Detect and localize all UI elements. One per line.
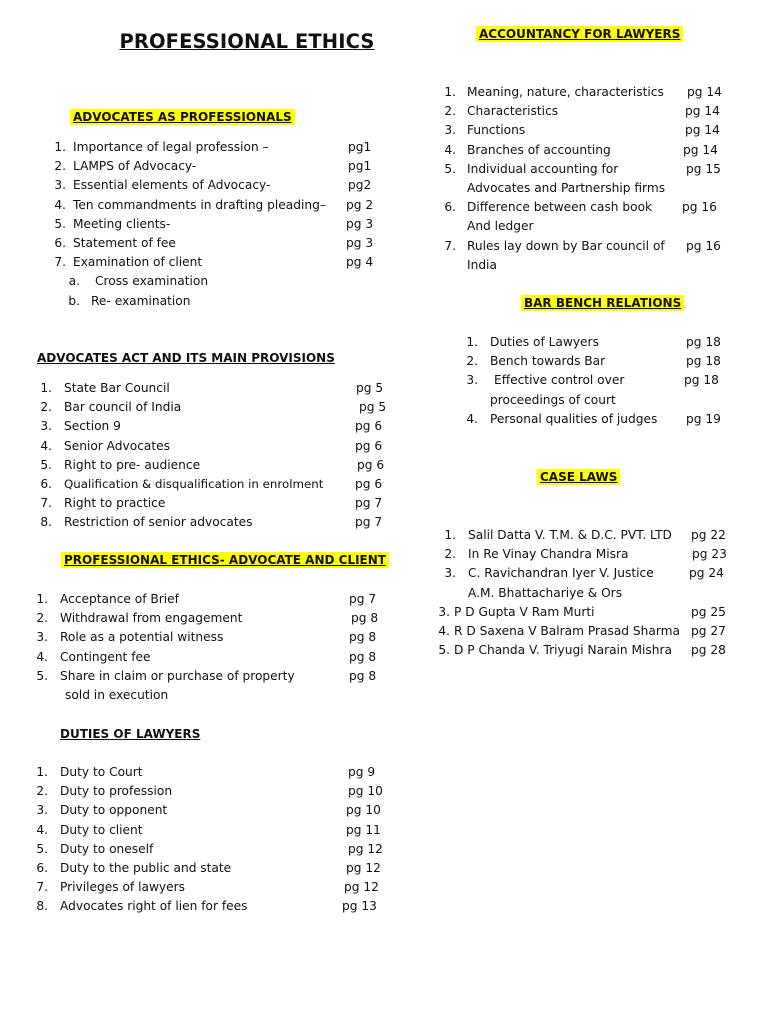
heading-bar-bench-relations: BAR BENCH RELATIONS xyxy=(521,296,684,310)
heading-case-laws: CASE LAWS xyxy=(537,470,620,484)
heading-advocates-as-professionals: ADVOCATES AS PROFESSIONALS xyxy=(70,110,295,124)
heading-advocate-and-client: PROFESSIONAL ETHICS- ADVOCATE AND CLIENT xyxy=(61,553,389,567)
heading-advocates-act: ADVOCATES ACT AND ITS MAIN PROVISIONS xyxy=(37,351,335,365)
heading-duties-of-lawyers: DUTIES OF LAWYERS xyxy=(60,727,201,741)
heading-accountancy-for-lawyers: ACCOUNTANCY FOR LAWYERS xyxy=(476,27,683,41)
page-title: PROFESSIONAL ETHICS xyxy=(119,30,375,53)
